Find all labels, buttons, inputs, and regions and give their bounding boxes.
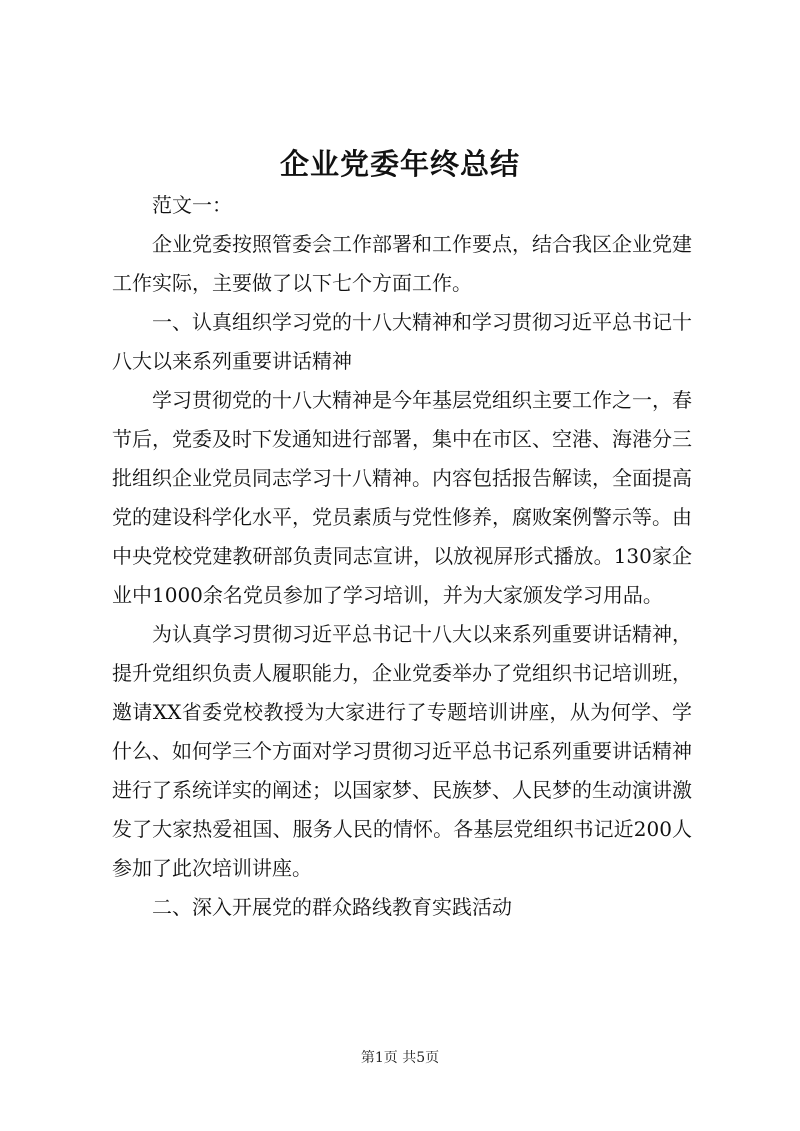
page-footer: 第1页 共5页 [360,1050,440,1066]
document-title: 企业党委年终总结 [279,147,520,181]
document-body [112,186,692,927]
paragraph-study: 学习贯彻党的十八大精神是今年基层党组织主要工作之一，春节后，党委及时下发通知进行部署，集中在市区、空港、海港分三批组织企业党员同志学习十八精神。内容包括报告解读，全面提高党的建设科学化水平，党员素质与党性修养，腐败案例警示等。由中央党校党建教研部负责同志宣讲，以放视屏形式播放。130家企业中1000余名党员参加了学习培训，并为大家颁发学习用品。 [112,388,692,607]
paragraph-overview: 企业党委按照管委会工作部署和工作要点，结合我区企业党建工作实际，主要做了以下七个方面工作。 [112,232,692,295]
paragraph-training: 为认真学习贯彻习近平总书记十八大以来系列重要讲话精神，提升党组织负责人履职能力，企业党委举办了党组织书记培训班，邀请XX省委党校教授为大家进行了专题培训讲座，从为何学、学什么、如何学三个方面对学习贯彻习近平总书记系列重要讲话精神进行了系统详实的阐述；以国家梦、民族梦、人民梦的生动演讲激发了大家热爱祖国、服务人民的情怀。各基层党组织书记近200人参加了此次培训讲座。 [112,622,692,880]
section-heading-2: 二、深入开展党的群众路线教育实践活动 [152,895,512,919]
paragraph-intro-label: 范文一： [152,193,232,217]
section-heading-1: 一、认真组织学习党的十八大精神和学习贯彻习近平总书记十八大以来系列重要讲话精神 [112,310,692,373]
